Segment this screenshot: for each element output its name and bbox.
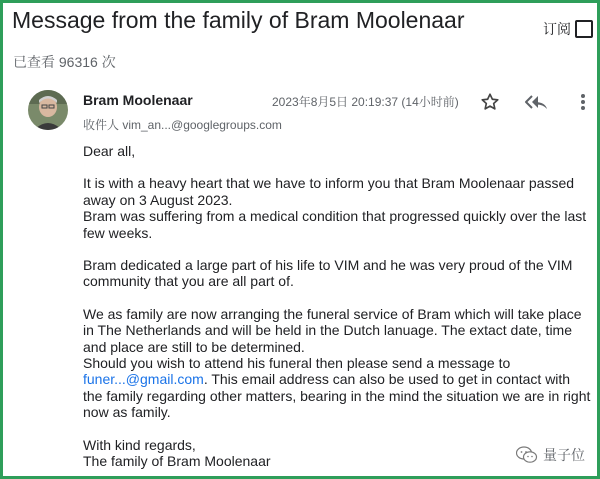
paragraph-3: We as family are now arranging the funeral service of Bram which will take place in The Netherlands and will be held in the Dutch lanuage. The extact date, time and place are still to be determined. [83, 305, 582, 355]
paragraph-2: Bram dedicated a large part of his life to VIM and he was very proud of the VIM community that you are all part of. [83, 257, 573, 290]
star-icon[interactable] [479, 91, 501, 113]
message-body [83, 143, 593, 470]
more-vert-icon[interactable] [575, 91, 591, 113]
closing: With kind regards, [83, 436, 196, 453]
greeting: Dear all, [83, 143, 136, 159]
paragraph-4-start: Should you wish to attend his funeral then please send a message to [83, 355, 511, 372]
watermark-text: 量子位 [543, 447, 585, 463]
paragraph-4 [83, 355, 593, 421]
timestamp: 2023年8月5日 20:19:37 (14小时前) [272, 95, 459, 109]
wechat-icon [516, 446, 538, 464]
paragraph-4-end: . This email address can also be used to get in contact with the family regarding other matters, bearing in the mind the situation we are in right now as family. [83, 371, 591, 421]
email-window [3, 3, 597, 476]
page-title: Message from the family of Bram Moolenaar [12, 7, 465, 33]
subscribe-label: 订阅 [543, 21, 571, 37]
paragraph-1-line-2: Bram was suffering from a medical condition that progressed quickly over the last few weeks. [83, 208, 587, 241]
subscribe-toggle[interactable] [543, 19, 593, 39]
reply-all-icon[interactable] [523, 92, 549, 112]
avatar-image [28, 90, 68, 130]
paragraph-1-line-1: It is with a heavy heart that we have to inform you that Bram Moolenaar passed away on 3 August 2023. [83, 175, 575, 208]
recipient-line: 收件人 vim_an...@googlegroups.com [83, 118, 282, 132]
sender-name[interactable]: Bram Moolenaar [83, 92, 193, 108]
signature: The family of Bram Moolenaar [83, 453, 271, 470]
watermark [516, 445, 585, 465]
subscribe-checkbox[interactable] [575, 20, 593, 38]
email-link[interactable]: funer...@gmail.com [83, 371, 204, 388]
avatar[interactable] [28, 90, 68, 130]
view-count: 已查看 96316 次 [13, 54, 116, 70]
